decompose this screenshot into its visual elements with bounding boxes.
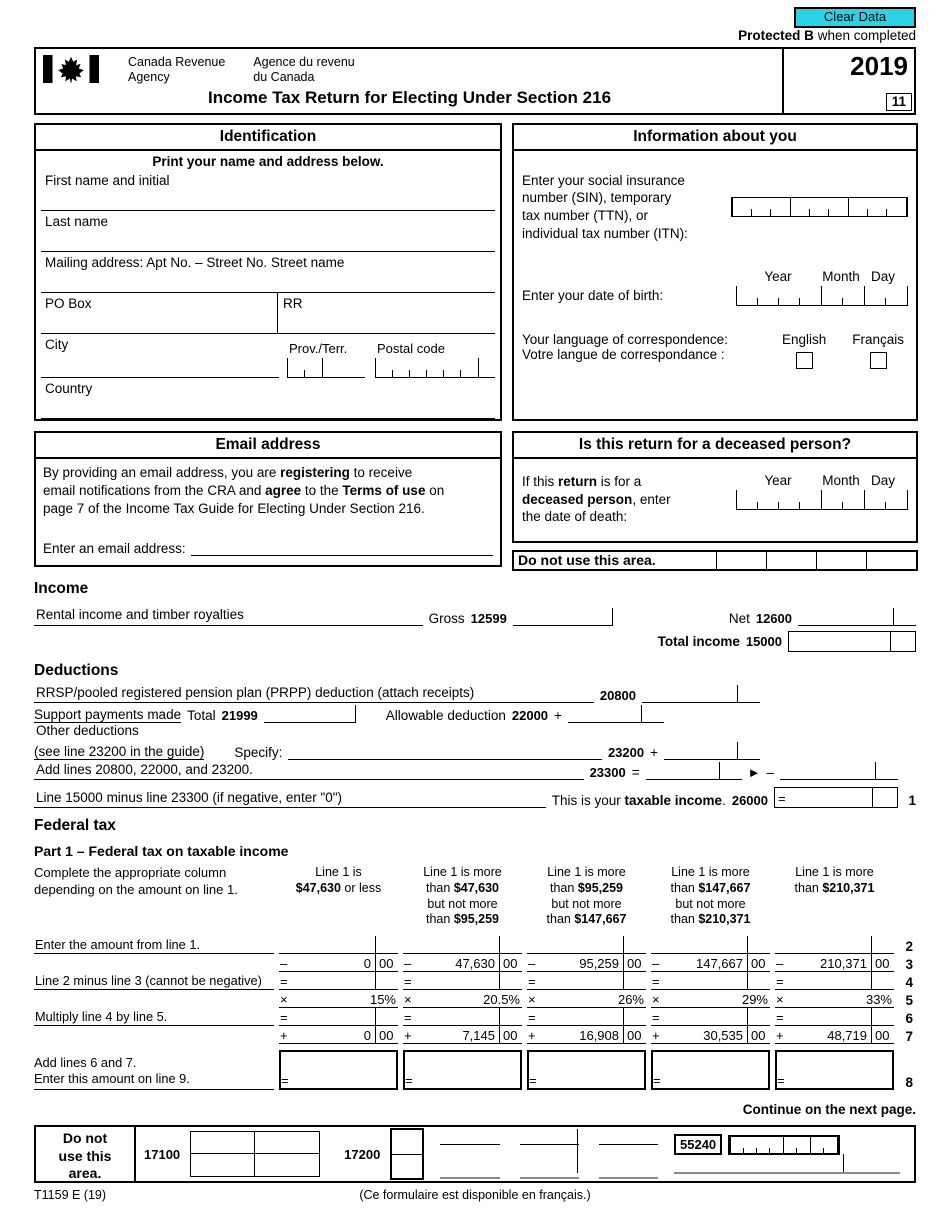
line8-input-col4[interactable]: = (651, 1050, 770, 1090)
po-box-label: PO Box (45, 296, 92, 311)
allowable-deduction-label: Allowable deduction (385, 708, 506, 723)
header-left (36, 49, 783, 113)
taxable-income-line-code: 26000 (731, 793, 768, 808)
line6-input-col2[interactable]: = (403, 1008, 522, 1026)
identification-instruction: Print your name and address below. (152, 154, 384, 169)
do-not-use-label: Do not use this area. (514, 552, 717, 569)
federal-tax-heading: Federal tax (34, 817, 116, 834)
line4-input-col1[interactable]: = (279, 972, 398, 990)
line6-input-col5[interactable]: = (775, 1008, 894, 1026)
date-of-death-input[interactable] (736, 490, 908, 510)
support-total-input[interactable] (264, 705, 356, 723)
support-total-label: Total (187, 708, 216, 723)
email-enter-label: Enter an email address: (43, 541, 186, 557)
row5-number: 5 (905, 993, 913, 1008)
line2-input-col3[interactable] (527, 936, 646, 954)
line8-input-col1[interactable]: = (279, 1050, 398, 1090)
net-label: Net (728, 611, 750, 626)
protected-b-label: Protected B when completed (738, 28, 916, 43)
rrsp-line-code: 20800 (599, 688, 636, 703)
office-use-area (34, 1125, 916, 1183)
other-line-code: 23200 (607, 745, 645, 760)
francais-label: Français (852, 332, 904, 347)
province-label: Prov./Terr. (289, 341, 348, 356)
city-field[interactable] (41, 334, 279, 378)
row6-label: Multiply line 4 by line 5. (34, 1009, 274, 1026)
francais-checkbox[interactable] (870, 352, 887, 369)
office-use-label: Do not use this area. (36, 1127, 136, 1181)
total-deductions-input[interactable] (646, 762, 742, 780)
line2-input-col1[interactable] (279, 936, 398, 954)
province-input[interactable] (287, 358, 365, 378)
clear-data-button[interactable]: Clear Data (794, 7, 916, 28)
mailing-address-field[interactable] (41, 252, 495, 293)
field-55240 (728, 1135, 840, 1155)
do-not-use-bar (512, 550, 918, 571)
line6-input-col4[interactable]: = (651, 1008, 770, 1026)
field-17200 (390, 1128, 424, 1180)
row6-number: 6 (905, 1011, 913, 1026)
addamt-col1: + 0 00 (279, 1026, 398, 1044)
field-17100 (190, 1131, 320, 1177)
code-17200-label: 17200 (344, 1146, 381, 1162)
threshold-col2: – 47,630 00 (403, 954, 522, 972)
po-box-field[interactable] (41, 293, 277, 334)
row2-number: 2 (905, 939, 913, 954)
sin-input[interactable] (731, 197, 908, 217)
addamt-col5: + 48,719 00 (775, 1026, 894, 1044)
tax-column-header-4: Line 1 is more than $147,667 but not more than $210,371 (670, 865, 751, 927)
rrsp-input[interactable] (642, 685, 760, 703)
email-section (34, 431, 502, 567)
net-line-code: 12600 (755, 611, 792, 626)
row3-number: 3 (905, 957, 913, 972)
last-name-field[interactable] (41, 211, 495, 252)
other-deductions-label: Other deductions (36, 723, 139, 738)
total-income-input[interactable] (788, 631, 916, 652)
fedtax-intro: Complete the appropriate column depending on the amount on line 1. (34, 865, 238, 897)
email-input[interactable] (191, 538, 493, 556)
tax-column-header-1: Line 1 is $47,630 or less (295, 865, 382, 895)
last-name-label: Last name (45, 214, 109, 229)
allowable-deduction-input[interactable] (568, 705, 664, 723)
french-availability-note: (Ce formulaire est disponible en français.) (359, 1188, 591, 1202)
deductions-transfer-input[interactable] (780, 762, 898, 780)
row4-label: Line 2 minus line 3 (cannot be negative) (34, 973, 274, 990)
rate-col2: × 20.5% (404, 992, 520, 1007)
deceased-section (512, 431, 918, 543)
canada-flag-icon (42, 55, 100, 83)
deduction-minus-sign: – (766, 765, 774, 780)
line2-input-col2[interactable] (403, 936, 522, 954)
addamt-col3: + 16,908 00 (527, 1026, 646, 1044)
code-55240-label: 55240 (674, 1134, 722, 1155)
net-income-input[interactable] (798, 608, 916, 626)
part1-heading: Part 1 – Federal tax on taxable income (34, 843, 289, 859)
header-right (782, 49, 914, 113)
first-name-field[interactable] (41, 170, 495, 211)
allowable-plus-sign: + (554, 708, 562, 723)
death-year-label: Year (764, 473, 792, 488)
line4-input-col2[interactable]: = (403, 972, 522, 990)
agency-name-en: Canada Revenue Agency (128, 55, 226, 84)
tax-column-header-2: Line 1 is more than $47,630 but not more than $95,259 (423, 865, 502, 927)
english-checkbox[interactable] (796, 352, 813, 369)
threshold-col5: – 210,371 00 (775, 954, 894, 972)
specify-input[interactable] (288, 742, 602, 760)
form-title: Income Tax Return for Electing Under Section 216 (207, 88, 612, 107)
line2-input-col4[interactable] (651, 936, 770, 954)
line2-input-col5[interactable] (775, 936, 894, 954)
country-label: Country (45, 381, 93, 396)
addamt-col2: + 7,145 00 (403, 1026, 522, 1044)
code-17100-label: 17100 (144, 1146, 181, 1162)
office-use-right-line (674, 1160, 900, 1174)
top-strip (34, 5, 916, 47)
date-of-birth-input[interactable] (736, 286, 908, 306)
threshold-col4: – 147,667 00 (651, 954, 770, 972)
tax-column-header-3: Line 1 is more than $95,259 but not more than $147,667 (546, 865, 627, 927)
language-label: Your language of correspondence: Votre langue de correspondance : (522, 332, 728, 362)
line6-input-col3[interactable]: = (527, 1008, 646, 1026)
row7-number: 7 (905, 1029, 913, 1044)
gross-label: Gross (428, 611, 465, 626)
rate-col3: × 26% (528, 992, 644, 1007)
rate-col4: × 29% (652, 992, 768, 1007)
support-payments-label: Support payments made (34, 707, 182, 722)
total-income-label: Total income (657, 634, 740, 649)
gross-line-code: 12599 (470, 611, 507, 626)
row8-number: 8 (905, 1075, 913, 1090)
line6-input-col1[interactable]: = (279, 1008, 398, 1026)
date-of-birth-label: Enter your date of birth: (522, 288, 664, 303)
agency-name-fr: Agence du revenu du Canada (253, 55, 355, 84)
mailing-address-label: Mailing address: Apt No. – Street No. Street name (45, 255, 345, 270)
row4-number: 4 (905, 975, 913, 990)
specify-label: Specify: (234, 745, 283, 760)
deceased-text: If this return is for a deceased person, enter the date of death: (522, 474, 671, 525)
line8-input-col5[interactable]: = (775, 1050, 894, 1090)
other-plus-sign: + (650, 745, 658, 760)
line-1-number: 1 (908, 793, 916, 808)
country-field[interactable] (41, 378, 495, 419)
line4-input-col4[interactable]: = (651, 972, 770, 990)
rental-income-label: Rental income and timber royalties (36, 607, 244, 622)
death-day-label: Day (870, 473, 895, 488)
taxable-income-input[interactable]: = (774, 787, 898, 808)
rate-col5: × 33% (776, 992, 892, 1007)
information-about-you-title: Information about you (514, 125, 916, 151)
form-code: T1159 E (19) (34, 1188, 107, 1202)
identification-title: Identification (36, 125, 500, 151)
death-month-label: Month (822, 473, 860, 488)
federal-tax-table (34, 936, 916, 1090)
line8-input-col3[interactable]: = (527, 1050, 646, 1090)
information-about-you-section (512, 123, 918, 421)
dob-year-label: Year (764, 269, 792, 284)
rrsp-label: RRSP/pooled registered pension plan (PRPP) deduction (attach receipts) (36, 685, 475, 700)
gross-income-input[interactable] (513, 608, 613, 626)
postal-code-input[interactable] (375, 358, 495, 378)
line8-input-col2[interactable]: = (403, 1050, 522, 1090)
page-code: 11 (886, 93, 912, 111)
rr-label: RR (283, 296, 303, 311)
do-not-use-cells (717, 552, 916, 569)
support-total-line-code: 21999 (221, 708, 258, 723)
arrow-right-icon: ► (747, 765, 761, 780)
threshold-col1: – 0 00 (279, 954, 398, 972)
other-deductions-input[interactable] (664, 742, 760, 760)
tax-column-header-5: Line 1 is more than $210,371 (794, 865, 875, 895)
line4-input-col5[interactable]: = (775, 972, 894, 990)
deductions-heading: Deductions (34, 662, 119, 679)
total-income-line-code: 15000 (745, 634, 782, 649)
tax-year: 2019 (850, 51, 908, 81)
office-use-lines (434, 1125, 664, 1183)
add-line-code: 23300 (589, 765, 626, 780)
taxable-income-calc-label: Line 15000 minus line 23300 (if negative, enter "0") (36, 790, 343, 805)
form-header (34, 47, 916, 115)
sin-label: Enter your social insurance number (SIN), temporary tax number (TTN), or individual tax number (ITN): (522, 172, 688, 241)
row8-label: Add lines 6 and 7. Enter this amount on line 9. (34, 1055, 274, 1090)
email-body: By providing an email address, you are registering to receive email notifications from the CRA and agree to the Terms of use on page 7 of the Income Tax Guide for Electing Under Section 216. (43, 465, 445, 516)
deceased-title: Is this return for a deceased person? (514, 433, 916, 459)
email-title: Email address (36, 433, 500, 459)
allowable-line-code: 22000 (511, 708, 549, 723)
taxable-income-label: This is your taxable income. (551, 793, 726, 808)
addamt-col4: + 30,535 00 (651, 1026, 770, 1044)
postal-code-label: Postal code (377, 341, 445, 356)
rate-col1: × 15% (280, 992, 396, 1007)
rr-field[interactable] (277, 293, 495, 334)
threshold-col3: – 95,259 00 (527, 954, 646, 972)
add-lines-label: Add lines 20800, 22000, and 23200. (36, 762, 253, 777)
city-label: City (45, 337, 69, 352)
continue-note: Continue on the next page. (742, 1102, 916, 1117)
english-label: English (781, 332, 827, 347)
add-equals-sign: = (631, 765, 640, 780)
other-deductions-sub-label: (see line 23200 in the guide) (34, 744, 205, 759)
line4-input-col3[interactable]: = (527, 972, 646, 990)
row2-label: Enter the amount from line 1. (34, 937, 274, 954)
income-heading: Income (34, 580, 89, 597)
identification-section (34, 123, 502, 421)
first-name-label: First name and initial (45, 173, 170, 188)
dob-month-label: Month (822, 269, 860, 284)
dob-day-label: Day (870, 269, 895, 284)
